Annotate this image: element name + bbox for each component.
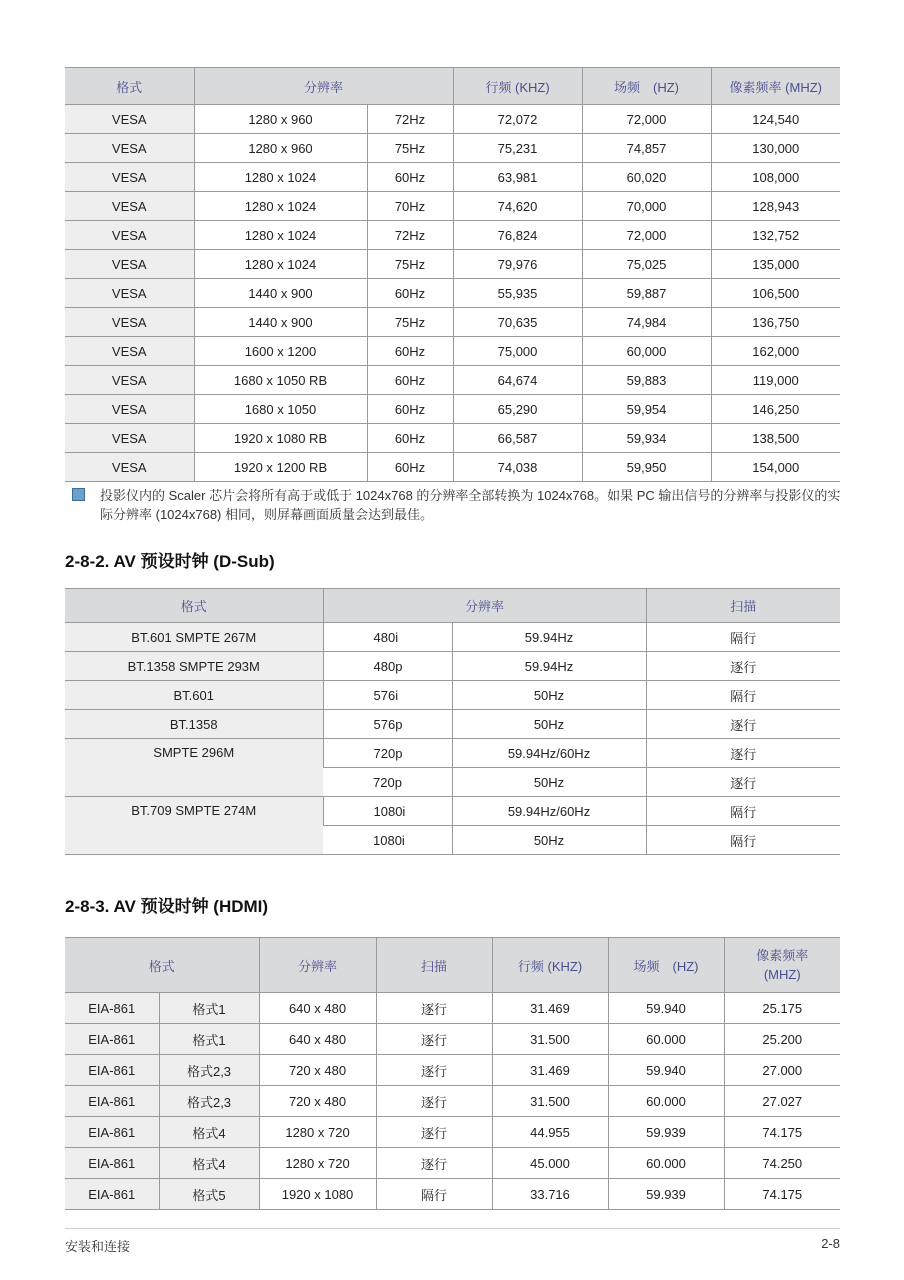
- table-row: [65, 221, 840, 250]
- v-freq-cell: 59,887: [582, 279, 711, 308]
- note-block: [72, 486, 842, 524]
- table-row: [65, 652, 840, 681]
- resolution-cell: 720 x 480: [259, 1086, 376, 1117]
- scan-cell: 逐行: [646, 768, 840, 797]
- scan-cell: 逐行: [376, 1117, 492, 1148]
- h-freq-cell: 55,935: [453, 279, 582, 308]
- resolution-cell: 1920 x 1080 RB: [194, 424, 367, 453]
- format-cell: VESA: [65, 192, 194, 221]
- header-resolution: 分辨率: [259, 938, 376, 993]
- pixel-clock-cell: 74.175: [724, 1117, 840, 1148]
- standard-cell: EIA-861: [65, 1055, 159, 1086]
- resolution-cell: 1280 x 1024: [194, 250, 367, 279]
- scan-cell: 逐行: [376, 1055, 492, 1086]
- resolution-cell: 1920 x 1200 RB: [194, 453, 367, 482]
- v-freq-cell: 60.000: [608, 1086, 724, 1117]
- table-row: [65, 1117, 840, 1148]
- footer-section-title: 安装和连接: [65, 1239, 131, 1254]
- resolution-cell: 720p: [323, 768, 452, 797]
- header-scan: 扫描: [376, 938, 492, 993]
- header-pixel-clock: 像素频率 (MHZ): [724, 938, 840, 993]
- table-row: [65, 192, 840, 221]
- format-cell: 格式1: [159, 993, 259, 1024]
- table-row: [65, 250, 840, 279]
- format-cell: VESA: [65, 250, 194, 279]
- rate-cell: 50Hz: [452, 681, 646, 710]
- h-freq-cell: 75,231: [453, 134, 582, 163]
- v-freq-cell: 59,883: [582, 366, 711, 395]
- table-row: [65, 337, 840, 366]
- h-freq-cell: 31.500: [492, 1086, 608, 1117]
- standard-cell: EIA-861: [65, 1148, 159, 1179]
- resolution-cell: 1440 x 900: [194, 308, 367, 337]
- scan-cell: 隔行: [646, 681, 840, 710]
- pixel-clock-cell: 124,540: [711, 105, 840, 134]
- resolution-cell: 1600 x 1200: [194, 337, 367, 366]
- v-freq-cell: 59.939: [608, 1117, 724, 1148]
- table-row: [65, 1055, 840, 1086]
- resolution-cell: 720p: [323, 739, 452, 768]
- v-freq-cell: 60.000: [608, 1148, 724, 1179]
- format-cell: VESA: [65, 453, 194, 482]
- resolution-cell: 576p: [323, 710, 452, 739]
- format-cell: VESA: [65, 163, 194, 192]
- format-cell: BT.1358: [65, 710, 323, 739]
- pixel-clock-cell: 138,500: [711, 424, 840, 453]
- format-cell: BT.1358 SMPTE 293M: [65, 652, 323, 681]
- scan-cell: 隔行: [646, 623, 840, 652]
- refresh-cell: 60Hz: [367, 163, 453, 192]
- h-freq-cell: 75,000: [453, 337, 582, 366]
- resolution-cell: 1680 x 1050 RB: [194, 366, 367, 395]
- pixel-clock-cell: 132,752: [711, 221, 840, 250]
- header-pixel-clock: 像素频率 (MHZ): [711, 68, 840, 105]
- v-freq-cell: 74,984: [582, 308, 711, 337]
- refresh-cell: 60Hz: [367, 453, 453, 482]
- footer-divider: [65, 1228, 840, 1229]
- table-row: [65, 1148, 840, 1179]
- header-resolution: 分辨率: [323, 589, 646, 623]
- table-header-row: [65, 68, 840, 105]
- header-format: 格式: [65, 938, 259, 993]
- scan-cell: 隔行: [646, 826, 840, 855]
- rate-cell: 59.94Hz/60Hz: [452, 739, 646, 768]
- scan-cell: 逐行: [376, 1086, 492, 1117]
- table-row: [65, 681, 840, 710]
- pixel-clock-cell: 27.000: [724, 1055, 840, 1086]
- format-cell: VESA: [65, 308, 194, 337]
- header-v-freq: 场频 (HZ): [582, 68, 711, 105]
- resolution-cell: 480i: [323, 623, 452, 652]
- pixel-clock-cell: 74.250: [724, 1148, 840, 1179]
- table-row: [65, 797, 840, 826]
- h-freq-cell: 31.469: [492, 1055, 608, 1086]
- note-text: 投影仪内的 Scaler 芯片会将所有高于或低于 1024x768 的分辨率全部转换为 1024x768。如果 PC 输出信号的分辨率与投影仪的实际分辨率 (1024x768) 相同，则屏幕画面质量会达到最佳。: [100, 488, 841, 522]
- header-resolution: 分辨率: [194, 68, 453, 105]
- table-row: [65, 163, 840, 192]
- table-row: [65, 739, 840, 768]
- scan-cell: 隔行: [646, 797, 840, 826]
- dsub-timing-table: [65, 588, 840, 855]
- hdmi-timing-table: [65, 937, 840, 1210]
- refresh-cell: 60Hz: [367, 337, 453, 366]
- table-header-row: [65, 938, 840, 993]
- format-cell: BT.709 SMPTE 274M: [65, 797, 323, 855]
- v-freq-cell: 59,950: [582, 453, 711, 482]
- v-freq-cell: 72,000: [582, 221, 711, 250]
- refresh-cell: 75Hz: [367, 308, 453, 337]
- format-cell: 格式1: [159, 1024, 259, 1055]
- table-row: [65, 308, 840, 337]
- table-row: [65, 453, 840, 482]
- resolution-cell: 1280 x 1024: [194, 192, 367, 221]
- pixel-clock-cell: 25.200: [724, 1024, 840, 1055]
- format-cell: 格式5: [159, 1179, 259, 1210]
- vesa-timing-table: [65, 67, 840, 482]
- refresh-cell: 75Hz: [367, 134, 453, 163]
- format-cell: VESA: [65, 424, 194, 453]
- resolution-cell: 720 x 480: [259, 1055, 376, 1086]
- rate-cell: 50Hz: [452, 768, 646, 797]
- section-heading-hdmi: 2-8-3. AV 预设时钟 (HDMI): [65, 897, 269, 916]
- format-cell: VESA: [65, 105, 194, 134]
- h-freq-cell: 44.955: [492, 1117, 608, 1148]
- refresh-cell: 72Hz: [367, 105, 453, 134]
- h-freq-cell: 76,824: [453, 221, 582, 250]
- table-row: [65, 279, 840, 308]
- table-row: [65, 1179, 840, 1210]
- pixel-clock-cell: 108,000: [711, 163, 840, 192]
- resolution-cell: 1280 x 720: [259, 1148, 376, 1179]
- format-cell: 格式2,3: [159, 1086, 259, 1117]
- resolution-cell: 1440 x 900: [194, 279, 367, 308]
- section-heading-dsub: 2-8-2. AV 预设时钟 (D-Sub): [65, 552, 275, 571]
- refresh-cell: 72Hz: [367, 221, 453, 250]
- resolution-cell: 1280 x 960: [194, 134, 367, 163]
- v-freq-cell: 74,857: [582, 134, 711, 163]
- table-row: [65, 993, 840, 1024]
- header-h-freq: 行频 (KHZ): [492, 938, 608, 993]
- format-cell: VESA: [65, 395, 194, 424]
- resolution-cell: 1080i: [323, 797, 452, 826]
- table-row: [65, 105, 840, 134]
- resolution-cell: 1920 x 1080: [259, 1179, 376, 1210]
- v-freq-cell: 60,020: [582, 163, 711, 192]
- standard-cell: EIA-861: [65, 1024, 159, 1055]
- resolution-cell: 1280 x 1024: [194, 163, 367, 192]
- rate-cell: 59.94Hz/60Hz: [452, 797, 646, 826]
- h-freq-cell: 63,981: [453, 163, 582, 192]
- pixel-clock-cell: 27.027: [724, 1086, 840, 1117]
- h-freq-cell: 74,620: [453, 192, 582, 221]
- header-scan: 扫描: [646, 589, 840, 623]
- table-row: [65, 1024, 840, 1055]
- h-freq-cell: 70,635: [453, 308, 582, 337]
- pixel-clock-cell: 106,500: [711, 279, 840, 308]
- pixel-clock-cell: 25.175: [724, 993, 840, 1024]
- format-cell: VESA: [65, 134, 194, 163]
- header-format: 格式: [65, 68, 194, 105]
- v-freq-cell: 59,934: [582, 424, 711, 453]
- resolution-cell: 1080i: [323, 826, 452, 855]
- table-row: [65, 1086, 840, 1117]
- pixel-clock-cell: 162,000: [711, 337, 840, 366]
- pixel-clock-cell: 146,250: [711, 395, 840, 424]
- v-freq-cell: 70,000: [582, 192, 711, 221]
- pixel-clock-cell: 154,000: [711, 453, 840, 482]
- resolution-cell: 1280 x 1024: [194, 221, 367, 250]
- v-freq-cell: 60.000: [608, 1024, 724, 1055]
- scan-cell: 逐行: [646, 652, 840, 681]
- pixel-clock-cell: 119,000: [711, 366, 840, 395]
- h-freq-cell: 72,072: [453, 105, 582, 134]
- resolution-cell: 480p: [323, 652, 452, 681]
- rate-cell: 50Hz: [452, 710, 646, 739]
- v-freq-cell: 59.940: [608, 1055, 724, 1086]
- table-row: [65, 134, 840, 163]
- format-cell: VESA: [65, 337, 194, 366]
- format-cell: BT.601 SMPTE 267M: [65, 623, 323, 652]
- table-row: [65, 710, 840, 739]
- format-cell: BT.601: [65, 681, 323, 710]
- table-row: [65, 623, 840, 652]
- table-row: [65, 395, 840, 424]
- scan-cell: 逐行: [646, 739, 840, 768]
- standard-cell: EIA-861: [65, 1086, 159, 1117]
- h-freq-cell: 31.469: [492, 993, 608, 1024]
- h-freq-cell: 66,587: [453, 424, 582, 453]
- resolution-cell: 1280 x 960: [194, 105, 367, 134]
- rate-cell: 50Hz: [452, 826, 646, 855]
- resolution-cell: 1680 x 1050: [194, 395, 367, 424]
- h-freq-cell: 45.000: [492, 1148, 608, 1179]
- format-cell: 格式2,3: [159, 1055, 259, 1086]
- scan-cell: 逐行: [646, 710, 840, 739]
- scan-cell: 逐行: [376, 993, 492, 1024]
- rate-cell: 59.94Hz: [452, 652, 646, 681]
- refresh-cell: 70Hz: [367, 192, 453, 221]
- page-number: 2-8: [821, 1236, 840, 1251]
- rate-cell: 59.94Hz: [452, 623, 646, 652]
- h-freq-cell: 65,290: [453, 395, 582, 424]
- format-cell: 格式4: [159, 1148, 259, 1179]
- table-row: [65, 424, 840, 453]
- standard-cell: EIA-861: [65, 1179, 159, 1210]
- scan-cell: 隔行: [376, 1179, 492, 1210]
- format-cell: 格式4: [159, 1117, 259, 1148]
- note-icon: [72, 488, 85, 501]
- h-freq-cell: 33.716: [492, 1179, 608, 1210]
- format-cell: VESA: [65, 279, 194, 308]
- standard-cell: EIA-861: [65, 993, 159, 1024]
- format-cell: SMPTE 296M: [65, 739, 323, 797]
- v-freq-cell: 72,000: [582, 105, 711, 134]
- format-cell: VESA: [65, 366, 194, 395]
- scan-cell: 逐行: [376, 1024, 492, 1055]
- header-format: 格式: [65, 589, 323, 623]
- refresh-cell: 60Hz: [367, 279, 453, 308]
- table-header-row: [65, 589, 840, 623]
- resolution-cell: 576i: [323, 681, 452, 710]
- table-row: [65, 366, 840, 395]
- pixel-clock-cell: 74.175: [724, 1179, 840, 1210]
- h-freq-cell: 64,674: [453, 366, 582, 395]
- resolution-cell: 640 x 480: [259, 1024, 376, 1055]
- h-freq-cell: 74,038: [453, 453, 582, 482]
- v-freq-cell: 59.939: [608, 1179, 724, 1210]
- pixel-clock-cell: 135,000: [711, 250, 840, 279]
- scan-cell: 逐行: [376, 1148, 492, 1179]
- refresh-cell: 60Hz: [367, 424, 453, 453]
- format-cell: VESA: [65, 221, 194, 250]
- v-freq-cell: 60,000: [582, 337, 711, 366]
- v-freq-cell: 59,954: [582, 395, 711, 424]
- pixel-clock-cell: 128,943: [711, 192, 840, 221]
- pixel-clock-cell: 136,750: [711, 308, 840, 337]
- pixel-clock-cell: 130,000: [711, 134, 840, 163]
- refresh-cell: 75Hz: [367, 250, 453, 279]
- header-h-freq: 行频 (KHZ): [453, 68, 582, 105]
- refresh-cell: 60Hz: [367, 395, 453, 424]
- refresh-cell: 60Hz: [367, 366, 453, 395]
- v-freq-cell: 75,025: [582, 250, 711, 279]
- h-freq-cell: 79,976: [453, 250, 582, 279]
- h-freq-cell: 31.500: [492, 1024, 608, 1055]
- v-freq-cell: 59.940: [608, 993, 724, 1024]
- standard-cell: EIA-861: [65, 1117, 159, 1148]
- resolution-cell: 640 x 480: [259, 993, 376, 1024]
- header-v-freq: 场频 (HZ): [608, 938, 724, 993]
- resolution-cell: 1280 x 720: [259, 1117, 376, 1148]
